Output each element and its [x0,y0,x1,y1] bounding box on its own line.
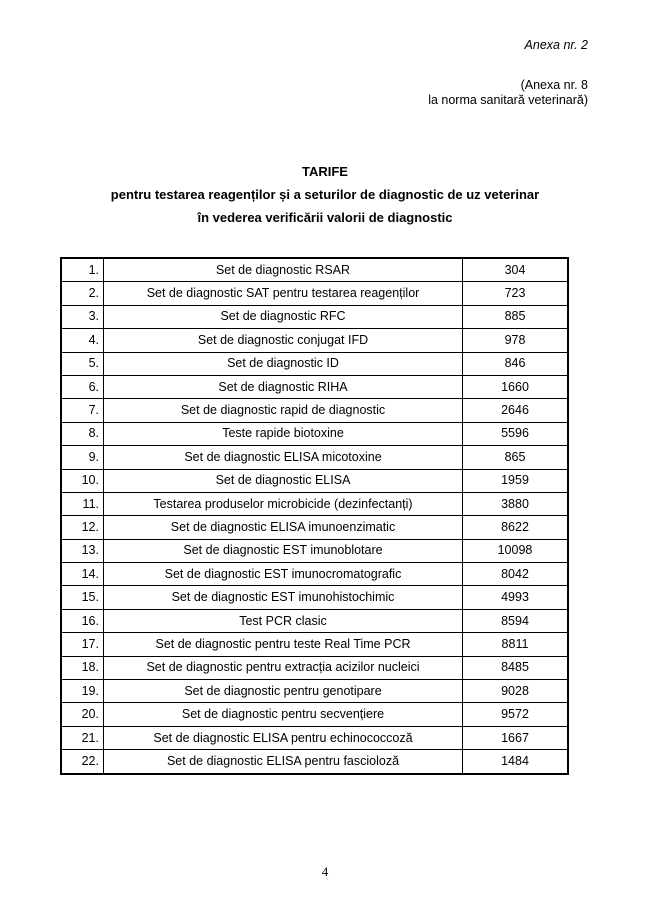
table-row [61,680,568,703]
row-number-cell: 21. [61,726,104,749]
item-name-cell: Set de diagnostic EST imunoblotare [104,539,463,562]
item-name-cell: Set de diagnostic pentru genotipare [104,680,463,703]
row-number-cell: 9. [61,446,104,469]
tariff-value-cell: 5596 [463,422,569,445]
table-row [61,352,568,375]
item-name-cell: Set de diagnostic SAT pentru testarea reagenților [104,282,463,305]
tariff-value-cell: 8594 [463,609,569,632]
row-number-cell: 1. [61,258,104,282]
row-number-cell: 20. [61,703,104,726]
annex-reference-line1: (Anexa nr. 8 [520,78,588,92]
table-row [61,375,568,398]
table-row [61,305,568,328]
tariff-value-cell: 1484 [463,750,569,774]
item-name-cell: Set de diagnostic pentru secvențiere [104,703,463,726]
table-row [61,469,568,492]
row-number-cell: 6. [61,375,104,398]
row-number-cell: 7. [61,399,104,422]
row-number-cell: 15. [61,586,104,609]
table-row [61,703,568,726]
row-number-cell: 5. [61,352,104,375]
tariff-value-cell: 978 [463,329,569,352]
tariff-table [60,257,569,775]
tariff-value-cell: 2646 [463,399,569,422]
item-name-cell: Set de diagnostic pentru teste Real Time PCR [104,633,463,656]
item-name-cell: Test PCR clasic [104,609,463,632]
item-name-cell: Set de diagnostic ELISA pentru echinococcoză [104,726,463,749]
title-line-3: în vederea verificării valorii de diagnostic [197,210,453,225]
tariff-value-cell: 304 [463,258,569,282]
tariff-value-cell: 1959 [463,469,569,492]
row-number-cell: 4. [61,329,104,352]
row-number-cell: 13. [61,539,104,562]
row-number-cell: 17. [61,633,104,656]
tariff-table-body [61,258,568,774]
table-row [61,656,568,679]
table-row [61,446,568,469]
table-row [61,539,568,562]
row-number-cell: 8. [61,422,104,445]
annex-reference-line2: la norma sanitară veterinară) [428,93,588,107]
item-name-cell: Set de diagnostic EST imunohistochimic [104,586,463,609]
table-row [61,422,568,445]
row-number-cell: 22. [61,750,104,774]
row-number-cell: 12. [61,516,104,539]
tariff-value-cell: 8042 [463,563,569,586]
item-name-cell: Set de diagnostic ELISA imunoenzimatic [104,516,463,539]
item-name-cell: Set de diagnostic EST imunocromatografic [104,563,463,586]
item-name-cell: Set de diagnostic RSAR [104,258,463,282]
tariff-value-cell: 9572 [463,703,569,726]
row-number-cell: 19. [61,680,104,703]
table-row [61,750,568,774]
row-number-cell: 18. [61,656,104,679]
item-name-cell: Set de diagnostic pentru extracția acizilor nucleici [104,656,463,679]
annex-label: Anexa nr. 2 [524,38,588,52]
title-line-1: TARIFE [302,164,348,179]
row-number-cell: 3. [61,305,104,328]
item-name-cell: Set de diagnostic ELISA micotoxine [104,446,463,469]
tariff-value-cell: 723 [463,282,569,305]
table-row [61,586,568,609]
table-row [61,258,568,282]
item-name-cell: Set de diagnostic ID [104,352,463,375]
tariff-value-cell: 885 [463,305,569,328]
tariff-value-cell: 1667 [463,726,569,749]
annex-reference [428,78,588,108]
item-name-cell: Set de diagnostic rapid de diagnostic [104,399,463,422]
document-title [0,160,650,229]
tariff-value-cell: 8622 [463,516,569,539]
table-row [61,563,568,586]
table-row [61,633,568,656]
table-row [61,726,568,749]
row-number-cell: 11. [61,492,104,515]
table-row [61,516,568,539]
item-name-cell: Testarea produselor microbicide (dezinfectanți) [104,492,463,515]
table-row [61,282,568,305]
item-name-cell: Set de diagnostic RIHA [104,375,463,398]
tariff-value-cell: 10098 [463,539,569,562]
row-number-cell: 16. [61,609,104,632]
item-name-cell: Set de diagnostic ELISA [104,469,463,492]
page-number: 4 [321,864,329,879]
tariff-value-cell: 9028 [463,680,569,703]
table-row [61,329,568,352]
row-number-cell: 2. [61,282,104,305]
item-name-cell: Set de diagnostic RFC [104,305,463,328]
table-row [61,399,568,422]
tariff-value-cell: 8485 [463,656,569,679]
row-number-cell: 14. [61,563,104,586]
item-name-cell: Set de diagnostic conjugat IFD [104,329,463,352]
table-row [61,492,568,515]
tariff-value-cell: 1660 [463,375,569,398]
table-row [61,609,568,632]
tariff-value-cell: 3880 [463,492,569,515]
tariff-value-cell: 846 [463,352,569,375]
item-name-cell: Set de diagnostic ELISA pentru fascioloză [104,750,463,774]
tariff-value-cell: 4993 [463,586,569,609]
title-line-2: pentru testarea reagenților și a seturilor de diagnostic de uz veterinar [110,187,540,202]
item-name-cell: Teste rapide biotoxine [104,422,463,445]
row-number-cell: 10. [61,469,104,492]
tariff-value-cell: 8811 [463,633,569,656]
tariff-value-cell: 865 [463,446,569,469]
